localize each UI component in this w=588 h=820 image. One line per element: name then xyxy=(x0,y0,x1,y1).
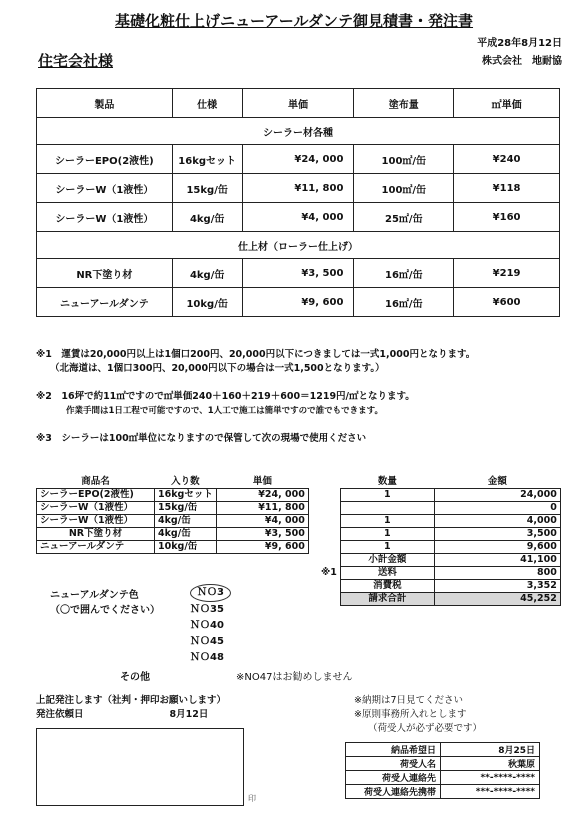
product-cell: シーラーEPO(2液性) xyxy=(37,489,155,502)
total-value: 45,252 xyxy=(434,593,560,606)
note-2 xyxy=(36,390,415,418)
delivery-label: 納品希望日 xyxy=(346,743,441,757)
table-row xyxy=(346,757,540,771)
spec-cell: 15kg/缶 xyxy=(172,174,242,203)
table-row xyxy=(37,288,560,317)
delivery-label: 荷受人連絡先携帯 xyxy=(346,785,441,799)
product-cell: シーラーW（1液性） xyxy=(37,502,155,515)
document-title: 基礎化粧仕上げニューアールダンテ御見積書・発注書 xyxy=(114,12,474,30)
shipping-value: 800 xyxy=(434,567,560,580)
recipient-phone-value[interactable]: **-****-**** xyxy=(441,771,540,785)
price-cell: ¥3, 500 xyxy=(216,528,308,541)
table-row xyxy=(37,259,560,288)
amount-cell: 4,000 xyxy=(434,515,560,528)
spec-cell: 16kgセット xyxy=(172,145,242,174)
price-cell: ¥3, 500 xyxy=(242,259,354,288)
note-text: ※2 16坪で約11㎡ですので㎡単価240＋160＋219＋600＝1219円/㎡となります。 xyxy=(36,391,415,402)
shipping-note-mark: ※1 xyxy=(320,567,337,578)
price-cell: ¥9, 600 xyxy=(242,288,354,317)
order-table-header xyxy=(37,476,561,489)
section-label: シーラー材各種 xyxy=(37,118,560,145)
header-cell: 仕様 xyxy=(172,89,242,118)
price-cell: ¥4, 000 xyxy=(242,203,354,232)
section-label: 仕上材（ローラー仕上げ） xyxy=(37,232,560,259)
tax-value: 3,352 xyxy=(434,580,560,593)
unit-price-cell: ¥160 xyxy=(454,203,560,232)
color-option[interactable]: ＮＯ45 xyxy=(190,636,224,647)
product-cell: ニューアールダンテ xyxy=(37,541,155,554)
total-label: 請求合計 xyxy=(340,593,434,606)
delivery-notes xyxy=(354,694,482,736)
issue-date: 平成28年8月12日 xyxy=(477,38,562,49)
quantity-cell[interactable]: 1 xyxy=(340,489,434,502)
price-cell: ¥11, 800 xyxy=(216,502,308,515)
spec-cell: 10kg/缶 xyxy=(155,541,217,554)
delivery-date-value[interactable]: 8月25日 xyxy=(441,743,540,757)
price-cell: ¥11, 800 xyxy=(242,174,354,203)
header-cell: 塗布量 xyxy=(354,89,454,118)
quantity-cell[interactable]: 1 xyxy=(340,541,434,554)
spec-cell: 4kg/缶 xyxy=(155,528,217,541)
note-3 xyxy=(36,432,366,446)
header-cell: 入り数 xyxy=(171,476,200,487)
table-row xyxy=(346,785,540,799)
product-cell: NR下塗り材 xyxy=(37,528,155,541)
amount-cell: 0 xyxy=(434,502,560,515)
subtotal-row xyxy=(37,554,561,567)
order-date-label: 発注依頼日 xyxy=(36,709,84,720)
header-cell: 金額 xyxy=(487,476,507,487)
spec-cell: 10kg/缶 xyxy=(172,288,242,317)
color-warning: ※NO47はお勧めしません xyxy=(236,672,353,683)
price-table-header xyxy=(37,89,560,118)
header-cell: 単価 xyxy=(252,476,272,487)
coverage-cell: 16㎡/缶 xyxy=(354,259,454,288)
color-option-selected[interactable]: ＮＯ3 xyxy=(190,584,231,602)
color-option-other[interactable]: その他 xyxy=(120,672,150,683)
color-option[interactable]: ＮＯ48 xyxy=(190,652,224,663)
price-cell: ¥24, 000 xyxy=(242,145,354,174)
quantity-cell[interactable]: 1 xyxy=(340,528,434,541)
spec-cell: 4kg/缶 xyxy=(155,515,217,528)
color-choice-label xyxy=(50,586,160,616)
shipping-row xyxy=(37,567,561,580)
unit-price-cell: ¥600 xyxy=(454,288,560,317)
coverage-cell: 100㎡/缶 xyxy=(354,174,454,203)
unit-price-cell: ¥118 xyxy=(454,174,560,203)
price-table xyxy=(36,88,560,317)
subtotal-value: 41,100 xyxy=(434,554,560,567)
price-cell: ¥24, 000 xyxy=(216,489,308,502)
amount-cell: 9,600 xyxy=(434,541,560,554)
product-cell: シーラーEPO(2液性) xyxy=(37,145,173,174)
color-option[interactable]: ＮＯ40 xyxy=(190,620,224,631)
header-cell: 数量 xyxy=(377,476,397,487)
header-cell: 商品名 xyxy=(81,476,110,487)
coverage-cell: 16㎡/缶 xyxy=(354,288,454,317)
delivery-note: ※原則事務所入れとします xyxy=(354,709,467,720)
spec-cell: 15kg/缶 xyxy=(155,502,217,515)
amount-cell: 3,500 xyxy=(434,528,560,541)
note-text: 作業手間は1日工程で可能ですので、1人工で施工は簡単ですので誰でもできます。 xyxy=(66,406,383,416)
customer-name: 住宅会社様 xyxy=(38,52,114,70)
color-options xyxy=(190,584,231,666)
delivery-label: 荷受人名 xyxy=(346,757,441,771)
delivery-table xyxy=(345,742,540,799)
table-row xyxy=(37,515,561,528)
product-cell: ニューアールダンテ xyxy=(37,288,173,317)
note-text: ※1 運賃は20,000円以上は1個口200円、20,000円以下につきましては一式1,000円となります。 xyxy=(36,349,476,360)
coverage-cell: 100㎡/缶 xyxy=(354,145,454,174)
product-cell: シーラーW（1液性） xyxy=(37,515,155,528)
table-row xyxy=(37,203,560,232)
quantity-cell[interactable]: 1 xyxy=(340,515,434,528)
color-option[interactable]: ＮＯ35 xyxy=(190,604,224,615)
table-row xyxy=(37,145,560,174)
header-cell: 製品 xyxy=(37,89,173,118)
table-row xyxy=(346,743,540,757)
subtotal-label: 小計金額 xyxy=(340,554,434,567)
quantity-cell[interactable] xyxy=(340,502,434,515)
color-choice-title: ニューアルダンテ色 xyxy=(50,590,139,601)
header-cell: 単価 xyxy=(242,89,354,118)
table-row xyxy=(37,502,561,515)
color-choice-instruction: （〇で囲んでください） xyxy=(50,605,160,616)
price-cell: ¥4, 000 xyxy=(216,515,308,528)
unit-price-cell: ¥240 xyxy=(454,145,560,174)
table-row xyxy=(37,528,561,541)
recipient-mobile-value[interactable]: ***-****-**** xyxy=(441,785,540,799)
amount-cell: 24,000 xyxy=(434,489,560,502)
unit-price-cell: ¥219 xyxy=(454,259,560,288)
order-request xyxy=(36,694,226,722)
note-text: ※3 シーラーは100㎡単位になりますので保管して次の現場で使用ください xyxy=(36,433,367,444)
delivery-label: 荷受人連絡先 xyxy=(346,771,441,785)
note-text: （北海道は、1個口300円、20,000円以下の場合は一式1,500となります。） xyxy=(50,363,385,374)
coverage-cell: 25㎡/缶 xyxy=(354,203,454,232)
tax-label: 消費税 xyxy=(340,580,434,593)
header-cell: ㎡単価 xyxy=(454,89,560,118)
recipient-name-value[interactable]: 秋葉原 xyxy=(441,757,540,771)
spec-cell: 4kg/缶 xyxy=(172,203,242,232)
product-cell: シーラーW（1液性） xyxy=(37,174,173,203)
table-row xyxy=(37,541,561,554)
spec-cell: 4kg/缶 xyxy=(172,259,242,288)
note-1 xyxy=(36,348,475,376)
issuer-company: 株式会社 地耐協 xyxy=(482,56,562,67)
table-row xyxy=(37,174,560,203)
product-cell: NR下塗り材 xyxy=(37,259,173,288)
company-stamp-box[interactable] xyxy=(36,728,244,806)
table-row xyxy=(346,771,540,785)
price-cell: ¥9, 600 xyxy=(216,541,308,554)
table-row xyxy=(37,489,561,502)
order-request-text: 上記発注します（社判・押印お願いします） xyxy=(36,695,227,706)
product-cell: シーラーW（1液性） xyxy=(37,203,173,232)
shipping-label: 送料 xyxy=(340,567,434,580)
spec-cell: 16kgセット xyxy=(155,489,217,502)
delivery-note: （荷受人が必ず必要です） xyxy=(368,723,483,734)
order-date-value: 8月12日 xyxy=(169,709,209,720)
delivery-note: ※納期は7日見てください xyxy=(354,695,464,706)
seal-mark: 印 xyxy=(248,794,256,803)
